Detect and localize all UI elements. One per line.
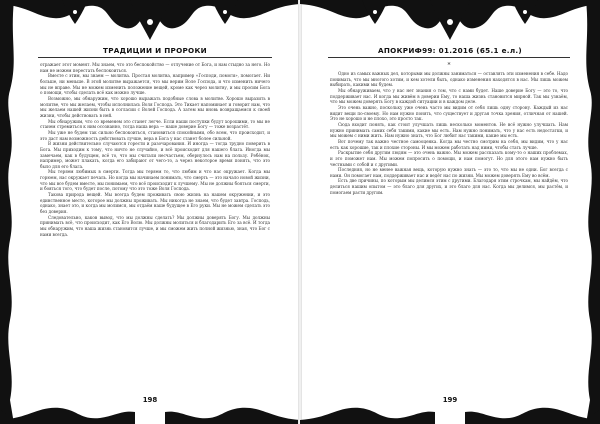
header-rule	[328, 57, 570, 58]
paragraph: Вот почему так важно честное самооценка. Когда мы честно смотрим на себя, мы видим, что у нас есть как хорошие, так и плохие стороны. И мы можем работать над ними, чтобы стать лучше.	[330, 138, 568, 150]
header-rule	[38, 57, 272, 58]
page-number: 199	[442, 396, 458, 404]
paragraph: Одно из самых важных дел, которыми мы должны заниматься — оставлять эти изменения в себе. Надо понимать, что мы многого хотим, и кем хотели быть, однако изменения находятся в нас. Мы лишь можем выбирать, какими мы будем.	[330, 71, 568, 88]
paragraph: В жизни действительно случаются горести и разочарования. И иногда — тогда трудно поверить в Бога. Мы приходим к тому, что ничто не случайно, и всё происходит для нашего блага. Иногда мы замечаем, как в будущем, всё то, что мы считали несчастьем, обернулось нам на пользу. Ребёнок, например, может плакать, когда его забирают от чего-то, а через некоторое время понять, что это было для его блага.	[40, 141, 270, 169]
paragraph: Такова природа вещей. Мы всегда будем проживать свою жизнь на нашем окружении, и это единственное место, которое мы должны проживать. Мы никогда не знаем, что будет завтра. Господь, однако, знает это, и когда мы молимся, мы отдаём наше будущее в Его руки. Мы не можем сделать это без доверия.	[40, 192, 270, 215]
paragraph: Возможно, мы обнаружим, что хорошо выражать подобные слова в молитве. Хорошо выразить в молитве, что мы желаем, чтобы исполнилась Воля Господа. Это Тикает напоминает и говорит нам, что мы желаем нашей жизни быть в согласии с Волей Господа. А затем мы вновь возвращаемся к своей жизни, чтобы действовать в ней.	[40, 95, 270, 118]
section-asterisk: *	[447, 62, 451, 69]
paragraph: Мы уже не будем так сильно беспокоиться, становиться спокойными, обо всем, что происходит, и это даст нам возможность действовать лучше, вера в Бога у нас станет более сильной.	[40, 129, 270, 141]
paragraph: Есть две причины, по которым мы делимся этим с другими. Благодаря этим строчкам, мы найдём, что делиться нашим опытом — это благо для других, и это благо для нас. Когда мы делимся, мы растём, и помогаем расти другим.	[330, 178, 568, 195]
running-head: ТРАДИЦИИ И ПРОРОКИ	[103, 46, 207, 55]
paragraph: отражает этот момент. Мы знаем, что это беспокойство — отлучение от Бога, и нам стыдно за него. Но нам не можем перестать беспокоиться.	[40, 62, 270, 73]
paragraph: Следовательно, каков вывод, что мы должны сделать? Мы должны доверять Богу. Мы должны принимать всё, что происходит, как Его Волю. Мы должны молиться и благодарить Его за всё. И тогда мы обнаружим, что наша жизнь становится лучше, и мы сможем жить полной жизнью, зная, что Бог с нами всегда.	[40, 214, 270, 237]
top-ornament-right	[300, 0, 600, 48]
running-head: АПОКРИФ99: 01.2016 (65.1 е.л.)	[378, 46, 522, 55]
page-number: 198	[142, 396, 158, 404]
paragraph: Сюда входит понять, как стоит улучшать лишь несколько моментов. Не всё нужно улучшать. Нам нужно принимать самих себя такими, какие мы есть. Нам нужно понимать, что у нас есть недостатки, и мы можем с ними жить. Нам нужно знать, что Бог любит нас такими, какие мы есть.	[330, 121, 568, 139]
paragraph: Вместе с этим, мы знаем — молитва. Простая молитва, например «Господи, помоги», помогает. Ни больше, ни меньше. В этой молитве выражается, что мы верим Воле Господа, и что изменить ничего мы не вправе. Мы не можем изменить положение вещей, кроме как через молитву, и мы просим Бога о помощи, чтобы сделать всё как можно лучше.	[40, 73, 270, 96]
paragraph: Это очень важно, поскольку уже очень часто мы видим от себя лишь одну сторону. Каждый из нас видит вещи по-своему. Но нам нужно понять, что существует и другая точка зрения, отличная от нашей. Это не хорошо и не плохо, это просто так.	[330, 104, 568, 122]
right-page	[300, 0, 600, 424]
paragraph: Мы обнаружим, что со временем это станет легче. Если наши поступки будут хорошими, то мы не станем стремиться к ним осознанно, тогда наша вера — наше доверие Богу — тоже возрастёт.	[40, 118, 270, 130]
right-text-block	[330, 62, 568, 195]
paragraph: Раскрытие себя другим людям — это очень важно. Мы можем рассказать кому-то о наших проблемах, и это поможет нам. Мы можем попросить о помощи, и нам помогут. Но для этого нам нужно быть честными с собой и с другими.	[330, 150, 568, 167]
top-ornament-left	[0, 0, 300, 48]
side-ornament-left	[0, 0, 18, 424]
paragraph: Мы обнаруживаем, что у нас нет знания о том, что с нами будет. Наше доверие Богу — это то, что поддерживает нас. И когда мы живём в доверии Ему, то наша жизнь становится мирной. Так мы узнаём, что мы можем доверять Богу в каждой ситуации и в каждом деле.	[330, 87, 568, 105]
paragraph: Последняя, но не менее важная вещь, которую нужно знать — это то, что мы не одни. Бог всегда с нами. Он помогает нам, поддерживает нас и ведёт нас по жизни. Мы можем доверять Ему во всём.	[330, 167, 568, 178]
side-ornament-right	[582, 0, 600, 424]
paragraph: Мы теряем любимых в смерти. Тогда мы теряем то, что любим и что нас окружает. Когда мы горюем, нас окружает печаль. Но когда мы начинаем понимать, что смерть — это начало новой жизни, что мы все будем вместе, мы понимаем, что всё происходит к лучшему. Мы не должны бояться смерти, и бояться того, что будет после, потому что это тоже Воля Господа.	[40, 169, 270, 192]
left-text-block	[40, 62, 270, 237]
